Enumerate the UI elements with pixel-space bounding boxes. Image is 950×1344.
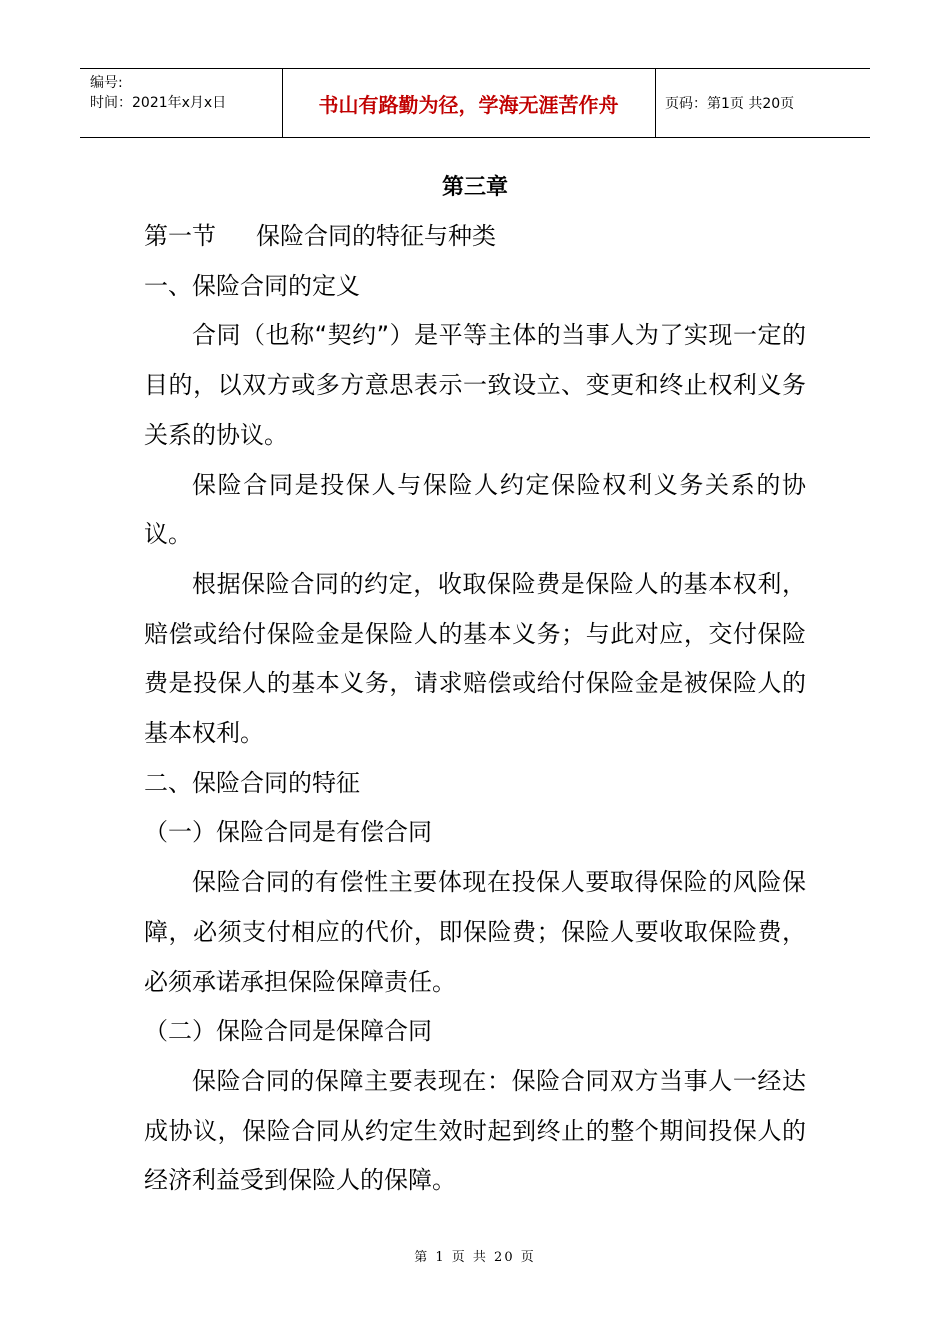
section-number: 第一节 <box>144 222 216 250</box>
document-number-label: 编号: <box>90 75 123 91</box>
heading-features: 二、保险合同的特征 <box>144 768 360 797</box>
section-heading <box>144 212 806 262</box>
page-header <box>80 68 870 138</box>
subheading-guarantee-contract: （二）保险合同是保障合同 <box>144 1017 432 1046</box>
header-motto: 书山有路勤为径，学海无涯苦作舟 <box>318 92 619 117</box>
subheading-paid-contract: （一）保险合同是有偿合同 <box>144 818 432 847</box>
paragraph: 保险合同的保障主要表现在：保险合同双方当事人一经达成协议，保险合同从约定生效时起到终止的整个期间投保人的经济利益受到保险人的保障。 <box>144 1066 806 1195</box>
page-footer: 第 1 页 共 20 页 <box>414 1250 536 1265</box>
header-divider-right <box>655 69 656 137</box>
chapter-title: 第三章 <box>441 175 508 200</box>
heading-definition: 一、保险合同的定义 <box>144 271 360 300</box>
document-time-label: 时间：2021年x月x日 <box>90 95 227 111</box>
header-page-info: 页码：第1页 共20页 <box>665 96 795 112</box>
paragraph: 保险合同是投保人与保险人约定保险权利义务关系的协议。 <box>144 470 806 549</box>
paragraph: 保险合同的有偿性主要体现在投保人要取得保险的风险保障，必须支付相应的代价，即保险费；保险人要收取保险费，必须承诺承担保险保障责任。 <box>144 868 806 996</box>
paragraph: 根据保险合同的约定，收取保险费是保险人的基本权利，赔偿或给付保险金是保险人的基本义务；与此对应，交付保险费是投保人的基本义务，请求赔偿或给付保险金是被保险人的基本权利。 <box>144 569 806 748</box>
section-title: 保险合同的特征与种类 <box>256 222 496 250</box>
header-meta <box>90 73 226 113</box>
paragraph: 合同（也称“契约”）是平等主体的当事人为了实现一定的目的，以双方或多方意思表示一致设立、变更和终止权利义务关系的协议。 <box>144 321 806 449</box>
document-body <box>144 212 806 1206</box>
